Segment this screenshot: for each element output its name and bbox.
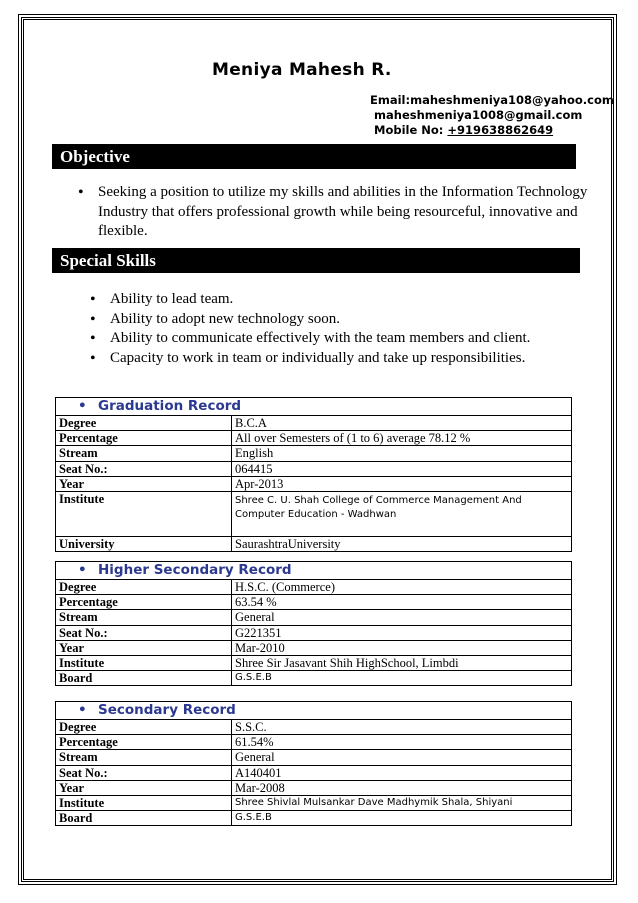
bullet-icon: • [78,562,87,578]
skills-heading: Special Skills [52,248,580,273]
skill-item: • Ability to communicate effectively with the team members and client. [82,329,582,349]
table-row: Stream English [56,446,571,461]
skills-list [82,290,582,368]
table-row: Stream General [56,750,571,765]
mobile-label: Mobile No: [374,123,448,137]
table-row: Percentage 61.54% [56,735,571,750]
objective-list [70,183,590,242]
bullet-icon: • [78,398,87,414]
table-row: Degree B.C.A [56,416,571,431]
table-row: Board G.S.E.B [56,811,571,826]
email-secondary[interactable]: maheshmeniya1008@gmail.com [374,108,583,122]
contact-block [370,93,614,138]
skill-item: • Ability to adopt new technology soon. [82,310,582,330]
mobile-line [370,123,614,138]
higher-secondary-record-title: • Higher Secondary Record [56,562,571,580]
objective-heading: Objective [52,144,576,169]
table-row: Stream General [56,610,571,625]
table-row: Seat No.: 064415 [56,461,571,476]
table-row: Percentage 63.54 % [56,595,571,610]
table-row: University SaurashtraUniversity [56,536,571,551]
table-row: Degree H.S.C. (Commerce) [56,580,571,595]
table-row: Year Apr-2013 [56,476,571,491]
higher-secondary-record [55,561,572,686]
bullet-icon: • [78,702,87,718]
skill-item: • Ability to lead team. [82,290,582,310]
secondary-record [55,701,572,826]
table-row: Year Mar-2010 [56,640,571,655]
objective-item: • Seeking a position to utilize my skills and abilities in the Information Technology Industry that offers professional growth while being resourceful, innovative and flexible. [70,183,590,242]
graduation-table [56,416,571,551]
skill-item: • Capacity to work in team or individually and take up responsibilities. [82,349,582,369]
table-row: Board G.S.E.B [56,671,571,686]
mobile-number-link[interactable]: +919638862649 [447,123,554,137]
secondary-record-title: • Secondary Record [56,702,571,720]
table-row: Seat No.: A140401 [56,765,571,780]
table-row: Year Mar-2008 [56,780,571,795]
higher-secondary-table [56,580,571,685]
graduation-record [55,397,572,552]
table-row: Institute Shree Sir Jasavant Shih HighSchool, Limbdi [56,655,571,670]
candidate-name: Meniya Mahesh R. [212,60,392,80]
table-row: Seat No.: G221351 [56,625,571,640]
table-row: Institute Shree C. U. Shah College of Commerce Management And Computer Education - Wadhwan [56,491,571,536]
email-primary[interactable]: Email:maheshmeniya108@yahoo.com [370,93,614,107]
table-row: Percentage All over Semesters of (1 to 6) average 78.12 % [56,431,571,446]
secondary-table [56,720,571,825]
graduation-record-title: • Graduation Record [56,398,571,416]
table-row: Degree S.S.C. [56,720,571,735]
table-row: Institute Shree Shivlal Mulsankar Dave Madhymik Shala, Shiyani [56,795,571,810]
